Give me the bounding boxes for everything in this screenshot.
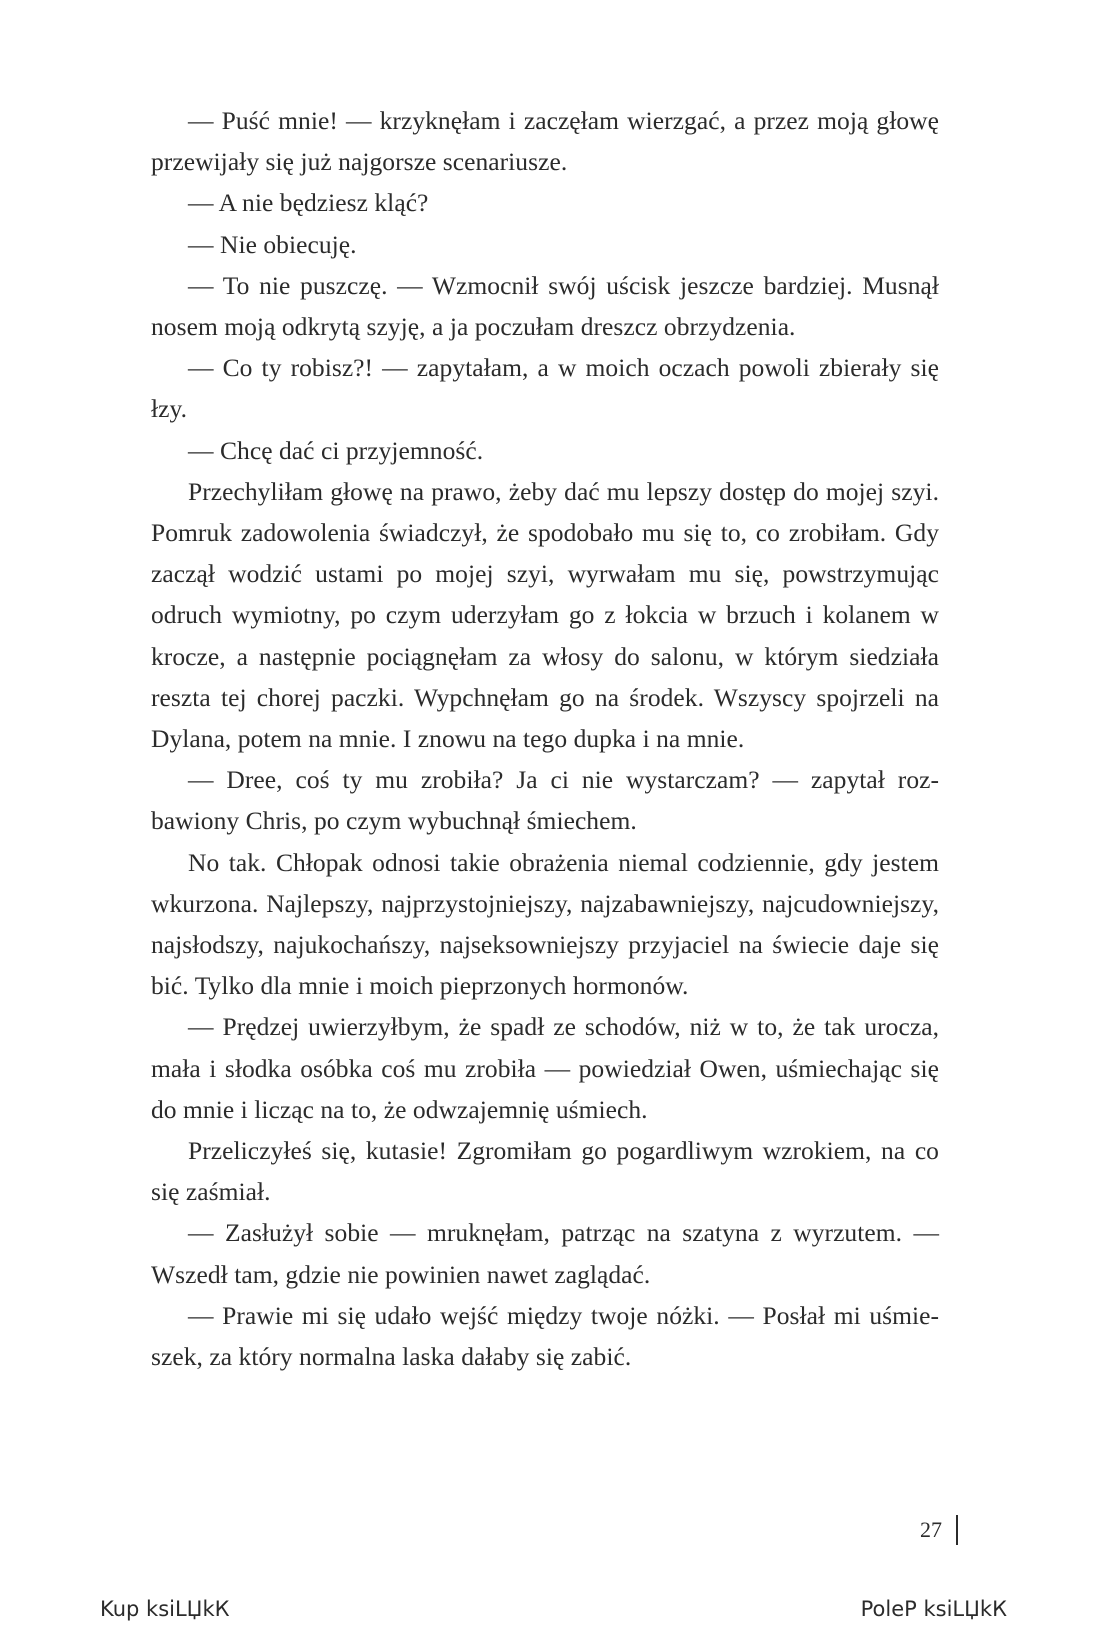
paragraph: — Prawie mi się udało wejść między twoje nóżki. — Posłał mi uśmieszek, za który normalna laska dałaby się zabić. <box>151 1300 939 1372</box>
paragraph: Przeliczyłeś się, kutasie! Zgromiłam go pogardliwym wzrokiem, na co się zaśmiał. <box>151 1136 939 1207</box>
paragraph: — Chcę dać ci przyjemność. <box>188 435 484 465</box>
paragraph: — Dree, coś ty mu zrobiła? Ja ci nie wystarczam? — zapytał rozbawiony Chris, po czym wybuchnął śmiechem. <box>151 765 939 836</box>
paragraph: — Nie obiecuję. <box>188 229 357 259</box>
paragraph: — Zasłużył sobie — mruknęłam, patrząc na szatyna z wyrzutem. — Wszedł tam, gdzie nie powinien nawet zaglądać. <box>151 1218 939 1289</box>
page-number-block <box>900 1513 958 1547</box>
paragraph: Przechyliłam głowę na prawo, żeby dać mu lepszy dostęp do mojej szyi. Pomruk zadowolenia świadczył, że spodobało mu się to, co zrobiłam. Gdy zaczął wodzić ustami po mojej szyi, wyrwałam mu się, powstrzymując odruch wymiotny, po czym uderzyłam go z łokcia w brzuch i kolanem w krocze, a następnie pociągnęłam za włosy do salonu, w którym siedziała reszta tej chorej paczki. Wypchnęłam go na środek. Wszyscy spojrzeli na Dylana, potem na mnie. I znowu na tego dupka i na mnie. <box>151 476 939 754</box>
page-number-divider <box>956 1515 958 1545</box>
paragraph: — Co ty robisz?! — zapytałam, a w moich oczach powoli zbierały się łzy. <box>151 353 939 424</box>
paragraph: No tak. Chłopak odnosi takie obrażenia niemal codziennie, gdy jestem wkurzona. Najlepszy, najprzystojniejszy, najzabawniejszy, najcudowniejszy, najsłodszy, najukochańszy, najseksowniejszy przyjaciel na świecie daje się bić. Tylko dla mnie i moich pieprzonych hormonów. <box>151 847 939 1001</box>
recommend-book-link[interactable]: PoleР ksiLЏkК <box>860 1597 1007 1621</box>
buy-book-link[interactable]: Kup ksiLЏkК <box>100 1597 230 1621</box>
paragraph: — Prędzej uwierzyłbym, że spadł ze schodów, niż w to, że tak urocza, mała i słodka osóbka coś mu zrobiła — powiedział Owen, uśmiechając się do mnie i licząc na to, że odwzajemnię uśmiech. <box>151 1012 939 1124</box>
page-number: 27 <box>920 1517 942 1542</box>
paragraph: — A nie będziesz kląć? <box>188 188 429 218</box>
paragraph: — To nie puszczę. — Wzmocnił swój uścisk jeszcze bardziej. Musnął nosem moją odkrytą szyję, a ja poczułam dreszcz obrzydzenia. <box>151 270 939 342</box>
paragraph: — Puść mnie! — krzyknęłam i zaczęłam wierzgać, a przez moją głowę przewijały się już najgorsze scenariusze. <box>151 106 939 177</box>
book-page-text <box>151 100 939 1377</box>
